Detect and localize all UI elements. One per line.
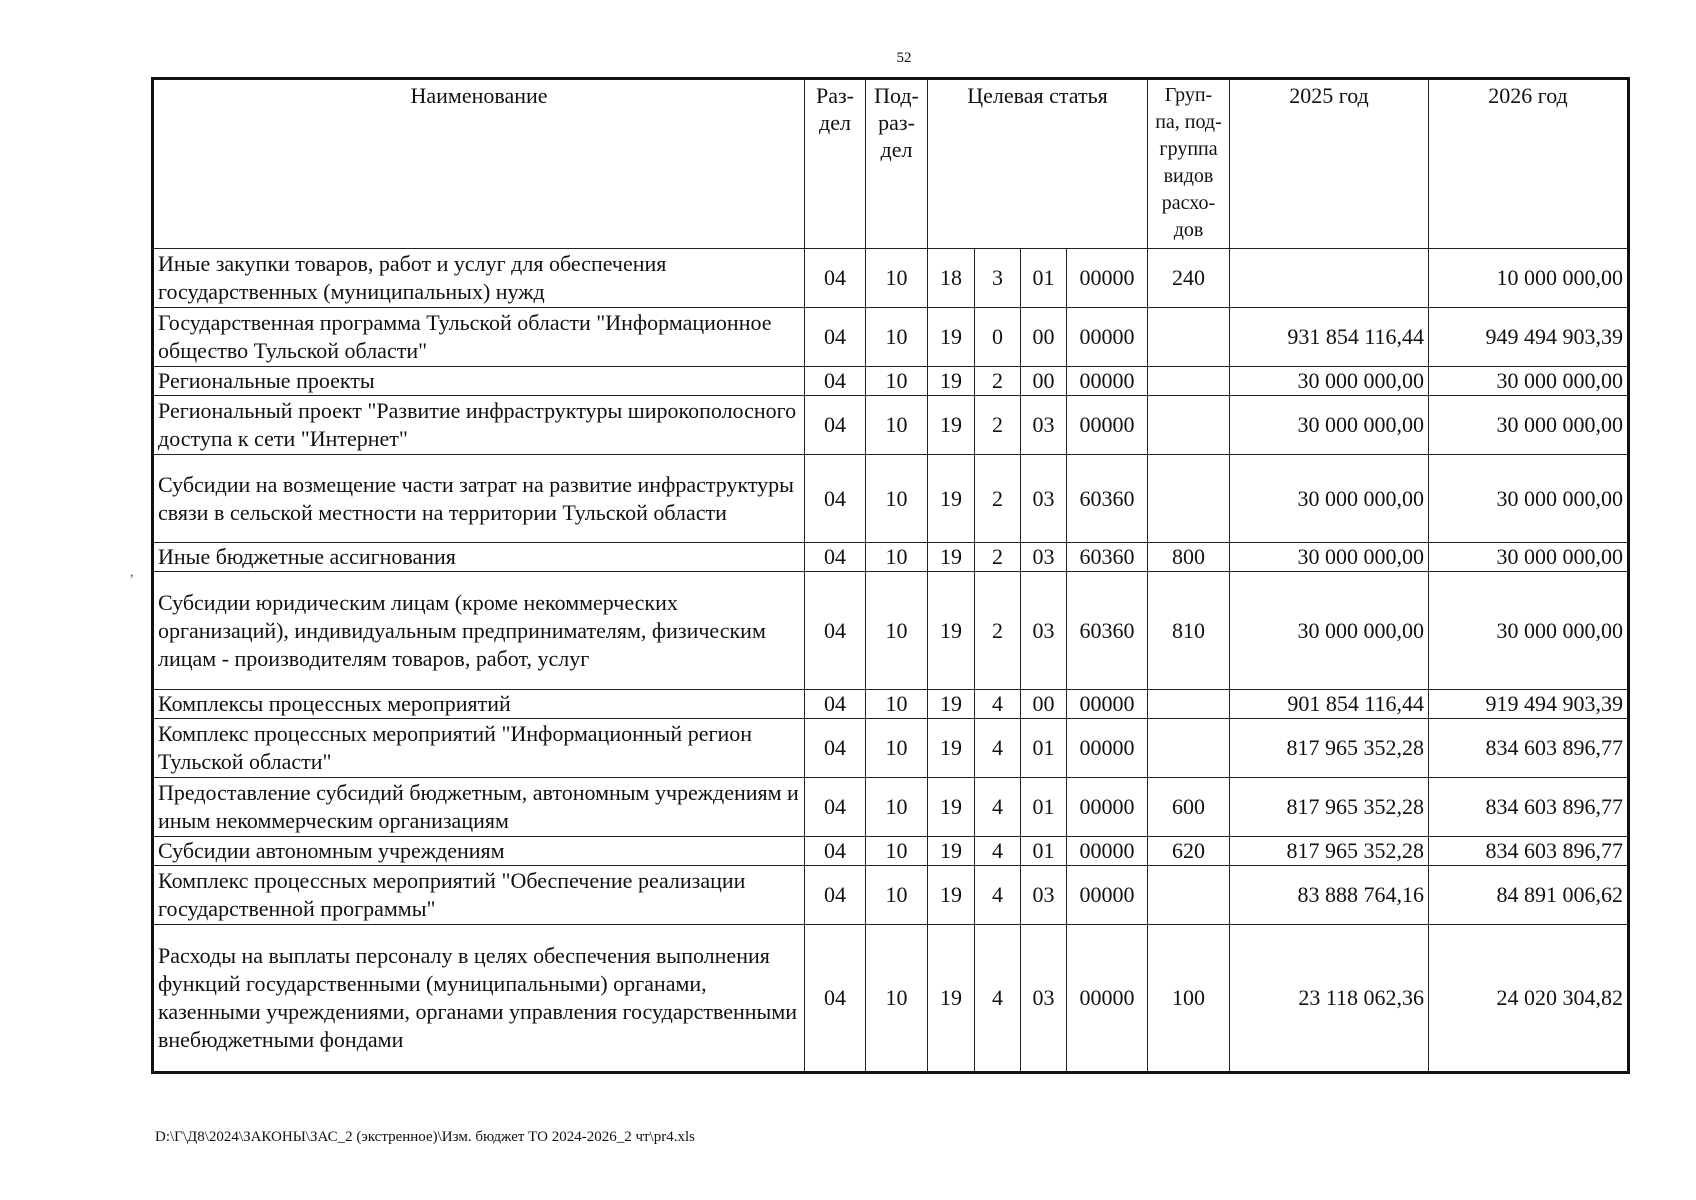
- row-expense-group: [1148, 308, 1230, 367]
- row-expense-group: [1148, 690, 1230, 719]
- row-expense-group: 800: [1148, 543, 1230, 572]
- row-target-program: 19: [928, 866, 975, 925]
- row-target-type: 3: [975, 249, 1021, 308]
- row-amount-2026: 834 603 896,77: [1429, 837, 1629, 866]
- row-target-type: 4: [975, 866, 1021, 925]
- row-target-direction: 60360: [1067, 455, 1148, 543]
- row-expense-group: [1148, 719, 1230, 778]
- row-amount-2026: 834 603 896,77: [1429, 719, 1629, 778]
- table-row: [153, 719, 1629, 778]
- header-2026: 2026 год: [1429, 79, 1629, 249]
- table-row: [153, 925, 1629, 1073]
- row-name: Региональный проект "Развитие инфраструктуры широкополосного доступа к сети "Интернет": [153, 396, 805, 455]
- row-name: Субсидии автономным учреждениям: [153, 837, 805, 866]
- table-row: [153, 396, 1629, 455]
- row-target-program: 19: [928, 367, 975, 396]
- row-target-direction: 00000: [1067, 396, 1148, 455]
- row-subsection: 10: [866, 455, 928, 543]
- row-name: Предоставление субсидий бюджетным, автономным учреждениям и иным некоммерческим организациям: [153, 778, 805, 837]
- row-subsection: 10: [866, 837, 928, 866]
- row-target-direction: 00000: [1067, 308, 1148, 367]
- row-target-subtype: 03: [1021, 925, 1067, 1073]
- row-target-direction: 00000: [1067, 778, 1148, 837]
- row-section: 04: [805, 778, 866, 837]
- row-name: Иные бюджетные ассигнования: [153, 543, 805, 572]
- page-number: 52: [896, 50, 912, 66]
- row-target-program: 19: [928, 455, 975, 543]
- row-expense-group: 620: [1148, 837, 1230, 866]
- header-section: Раз- дел: [805, 79, 866, 249]
- table-row: [153, 572, 1629, 690]
- row-target-subtype: 01: [1021, 249, 1067, 308]
- table-row: [153, 308, 1629, 367]
- row-amount-2026: 30 000 000,00: [1429, 572, 1629, 690]
- row-subsection: 10: [866, 719, 928, 778]
- table-row: [153, 455, 1629, 543]
- row-amount-2025: 30 000 000,00: [1230, 367, 1429, 396]
- row-target-direction: 00000: [1067, 866, 1148, 925]
- row-target-subtype: 00: [1021, 308, 1067, 367]
- header-2025: 2025 год: [1230, 79, 1429, 249]
- row-target-type: 4: [975, 690, 1021, 719]
- row-target-direction: 00000: [1067, 367, 1148, 396]
- row-amount-2025: 30 000 000,00: [1230, 543, 1429, 572]
- file-path-footer: D:\Г\Д8\2024\ЗАКОНЫ\ЗАС_2 (экстренное)\Изм. бюджет ТО 2024-2026_2 чт\pr4.xls: [155, 1129, 695, 1145]
- row-subsection: 10: [866, 925, 928, 1073]
- row-target-direction: 60360: [1067, 543, 1148, 572]
- row-expense-group: 600: [1148, 778, 1230, 837]
- row-target-program: 19: [928, 543, 975, 572]
- row-target-subtype: 03: [1021, 455, 1067, 543]
- row-target-type: 0: [975, 308, 1021, 367]
- table-row: [153, 543, 1629, 572]
- row-amount-2025: 817 965 352,28: [1230, 778, 1429, 837]
- row-target-subtype: 01: [1021, 719, 1067, 778]
- row-amount-2025: 817 965 352,28: [1230, 719, 1429, 778]
- row-subsection: 10: [866, 778, 928, 837]
- row-amount-2026: 30 000 000,00: [1429, 367, 1629, 396]
- row-target-subtype: 03: [1021, 543, 1067, 572]
- row-subsection: 10: [866, 249, 928, 308]
- row-amount-2025: 30 000 000,00: [1230, 572, 1429, 690]
- row-target-type: 4: [975, 837, 1021, 866]
- row-name: Комплекс процессных мероприятий "Информационный регион Тульской области": [153, 719, 805, 778]
- row-name: Субсидии юридическим лицам (кроме некоммерческих организаций), индивидуальным предпринимателям, физическим лицам - производителям товаров, работ, услуг: [153, 572, 805, 690]
- row-section: 04: [805, 719, 866, 778]
- row-target-subtype: 03: [1021, 396, 1067, 455]
- row-amount-2026: 949 494 903,39: [1429, 308, 1629, 367]
- row-amount-2025: 30 000 000,00: [1230, 396, 1429, 455]
- row-section: 04: [805, 837, 866, 866]
- row-amount-2026: 834 603 896,77: [1429, 778, 1629, 837]
- row-amount-2026: 30 000 000,00: [1429, 543, 1629, 572]
- table-body: [153, 249, 1629, 1073]
- row-subsection: 10: [866, 690, 928, 719]
- row-subsection: 10: [866, 367, 928, 396]
- budget-table: [151, 77, 1630, 1074]
- row-target-direction: 00000: [1067, 837, 1148, 866]
- row-target-program: 19: [928, 396, 975, 455]
- row-target-program: 19: [928, 572, 975, 690]
- row-target-direction: 00000: [1067, 925, 1148, 1073]
- row-target-type: 2: [975, 396, 1021, 455]
- row-target-type: 2: [975, 543, 1021, 572]
- row-name: Региональные проекты: [153, 367, 805, 396]
- row-name: Комплекс процессных мероприятий "Обеспечение реализации государственной программы": [153, 866, 805, 925]
- row-amount-2026: 24 020 304,82: [1429, 925, 1629, 1073]
- row-section: 04: [805, 866, 866, 925]
- row-target-program: 19: [928, 308, 975, 367]
- row-subsection: 10: [866, 572, 928, 690]
- row-target-type: 4: [975, 778, 1021, 837]
- header-name: Наименование: [153, 79, 805, 249]
- row-section: 04: [805, 572, 866, 690]
- row-amount-2025: 23 118 062,36: [1230, 925, 1429, 1073]
- table-row: [153, 866, 1629, 925]
- row-target-program: 19: [928, 778, 975, 837]
- row-target-subtype: 00: [1021, 367, 1067, 396]
- row-target-program: 19: [928, 719, 975, 778]
- row-expense-group: [1148, 396, 1230, 455]
- row-target-type: 2: [975, 367, 1021, 396]
- row-target-program: 18: [928, 249, 975, 308]
- header-subsection: Под- раз- дел: [866, 79, 928, 249]
- header-target-article: Целевая статья: [928, 79, 1148, 249]
- row-target-subtype: 03: [1021, 572, 1067, 690]
- row-target-direction: 00000: [1067, 690, 1148, 719]
- row-section: 04: [805, 308, 866, 367]
- row-amount-2025: 30 000 000,00: [1230, 455, 1429, 543]
- row-expense-group: [1148, 866, 1230, 925]
- row-name: Государственная программа Тульской области "Информационное общество Тульской области": [153, 308, 805, 367]
- row-target-subtype: 01: [1021, 778, 1067, 837]
- row-name: Расходы на выплаты персоналу в целях обеспечения выполнения функций государственными (муниципальными) органами, казенными учреждениями, органами управления государственными внебюджетными фондами: [153, 925, 805, 1073]
- row-name: Комплексы процессных мероприятий: [153, 690, 805, 719]
- table-row: [153, 249, 1629, 308]
- row-amount-2026: 919 494 903,39: [1429, 690, 1629, 719]
- row-name: Субсидии на возмещение части затрат на развитие инфраструктуры связи в сельской местности на территории Тульской области: [153, 455, 805, 543]
- row-name: Иные закупки товаров, работ и услуг для обеспечения государственных (муниципальных) нужд: [153, 249, 805, 308]
- row-target-subtype: 01: [1021, 837, 1067, 866]
- row-target-subtype: 03: [1021, 866, 1067, 925]
- row-target-type: 2: [975, 572, 1021, 690]
- row-expense-group: 240: [1148, 249, 1230, 308]
- row-expense-group: 100: [1148, 925, 1230, 1073]
- row-amount-2025: 83 888 764,16: [1230, 866, 1429, 925]
- row-target-program: 19: [928, 925, 975, 1073]
- row-expense-group: 810: [1148, 572, 1230, 690]
- table-row: [153, 690, 1629, 719]
- row-target-type: 4: [975, 719, 1021, 778]
- row-section: 04: [805, 249, 866, 308]
- row-section: 04: [805, 543, 866, 572]
- scan-mark: ,: [130, 565, 134, 580]
- row-target-program: 19: [928, 690, 975, 719]
- row-section: 04: [805, 690, 866, 719]
- row-amount-2025: 901 854 116,44: [1230, 690, 1429, 719]
- row-target-direction: 00000: [1067, 249, 1148, 308]
- row-target-type: 4: [975, 925, 1021, 1073]
- row-expense-group: [1148, 367, 1230, 396]
- row-amount-2025: 931 854 116,44: [1230, 308, 1429, 367]
- row-section: 04: [805, 367, 866, 396]
- row-amount-2025: 817 965 352,28: [1230, 837, 1429, 866]
- header-expense-group: Груп- па, под- группа видов расхо- дов: [1148, 79, 1230, 249]
- row-expense-group: [1148, 455, 1230, 543]
- row-target-type: 2: [975, 455, 1021, 543]
- row-section: 04: [805, 455, 866, 543]
- row-amount-2026: 30 000 000,00: [1429, 455, 1629, 543]
- row-section: 04: [805, 396, 866, 455]
- row-target-direction: 60360: [1067, 572, 1148, 690]
- row-subsection: 10: [866, 396, 928, 455]
- row-amount-2026: 30 000 000,00: [1429, 396, 1629, 455]
- row-target-subtype: 00: [1021, 690, 1067, 719]
- row-target-direction: 00000: [1067, 719, 1148, 778]
- row-section: 04: [805, 925, 866, 1073]
- row-amount-2025: [1230, 249, 1429, 308]
- row-amount-2026: 10 000 000,00: [1429, 249, 1629, 308]
- table-row: [153, 837, 1629, 866]
- table-row: [153, 367, 1629, 396]
- table-row: [153, 778, 1629, 837]
- row-subsection: 10: [866, 543, 928, 572]
- header-row: [153, 79, 1629, 249]
- row-target-program: 19: [928, 837, 975, 866]
- row-subsection: 10: [866, 308, 928, 367]
- row-subsection: 10: [866, 866, 928, 925]
- row-amount-2026: 84 891 006,62: [1429, 866, 1629, 925]
